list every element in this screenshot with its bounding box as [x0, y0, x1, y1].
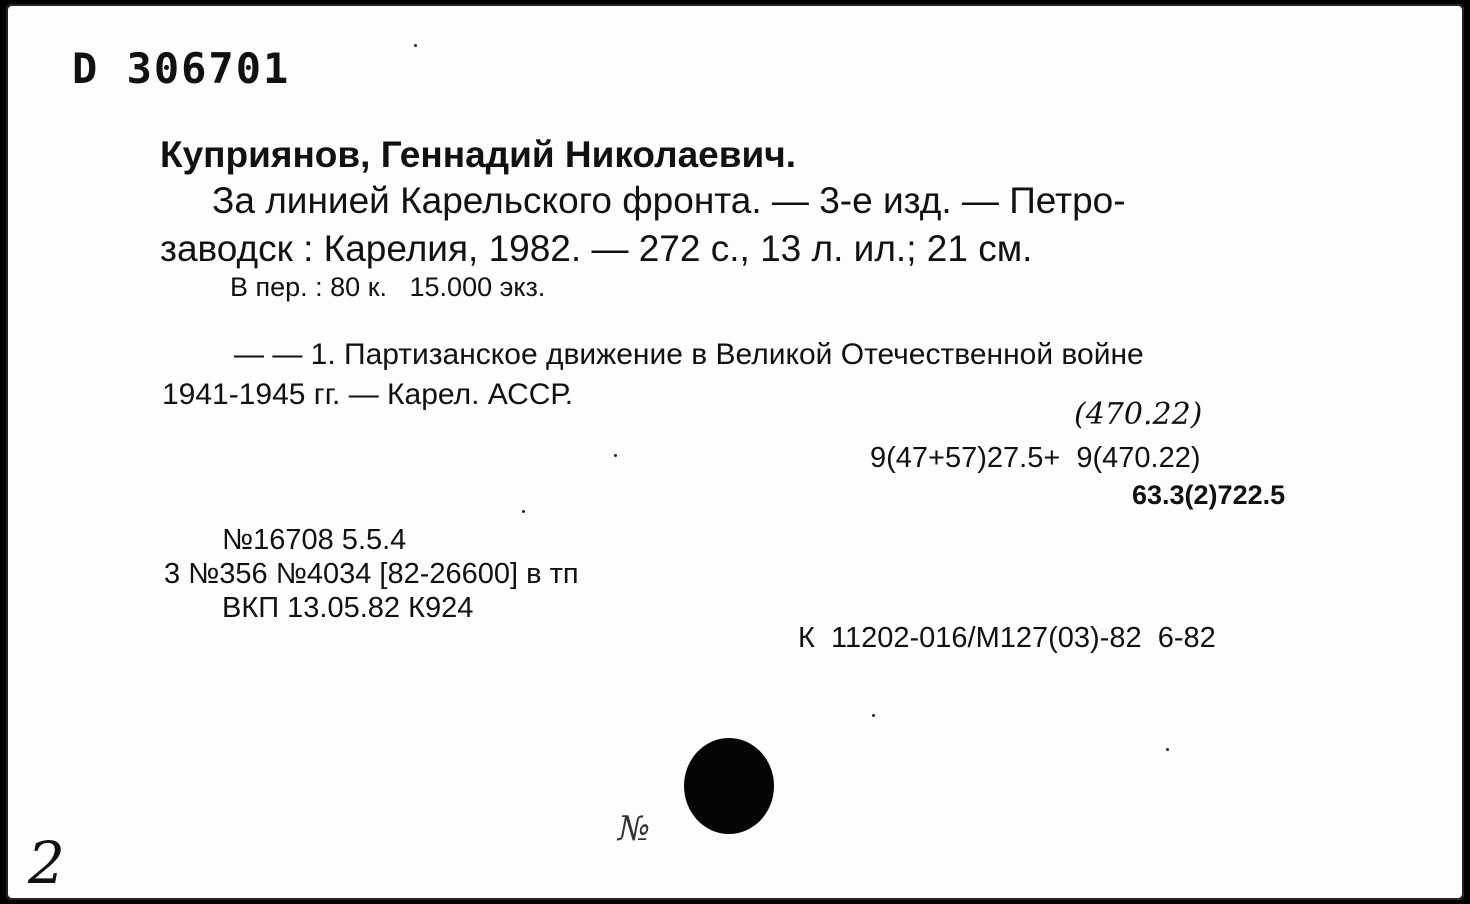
classification-line-1: 9(47+57)27.5+ 9(470.22)	[870, 442, 1201, 474]
punch-hole-circle	[684, 738, 774, 834]
record-line-3: ВКП 13.05.82 К924	[222, 592, 474, 624]
title-line-2: заводск : Карелия, 1982. — 272 с., 13 л. ил.; 21 см.	[160, 228, 1033, 269]
record-line-1: №16708 5.5.4	[222, 524, 407, 556]
price-line: В пер. : 80 к. 15.000 экз.	[230, 272, 546, 302]
speck	[872, 714, 875, 717]
record-line-2: 3 №356 №4034 [82-26600] в тп	[164, 558, 579, 590]
subject-line-1: — — 1. Партизанское движение в Великой Отечественной войне	[234, 338, 1144, 371]
call-number: D 306701	[72, 44, 291, 93]
catalog-card	[6, 4, 1464, 900]
subject-line-2: 1941-1945 гг. — Карел. АССР.	[162, 378, 574, 411]
speck	[614, 454, 617, 457]
author-heading: Куприянов, Геннадий Николаевич.	[160, 134, 796, 175]
speck	[414, 44, 417, 47]
classification-line-2: 63.3(2)722.5	[1132, 480, 1286, 510]
edition-code-line: К 11202-016/М127(03)-82 6-82	[798, 622, 1216, 654]
title-line-1: За линией Карельского фронта. — 3-е изд. — Петро-	[212, 180, 1126, 221]
speck	[522, 510, 525, 513]
handwritten-classification: (470.22)	[1074, 397, 1203, 432]
stamp-mark: №	[618, 809, 651, 849]
speck	[1166, 748, 1169, 751]
handwritten-number: 2	[28, 829, 65, 897]
